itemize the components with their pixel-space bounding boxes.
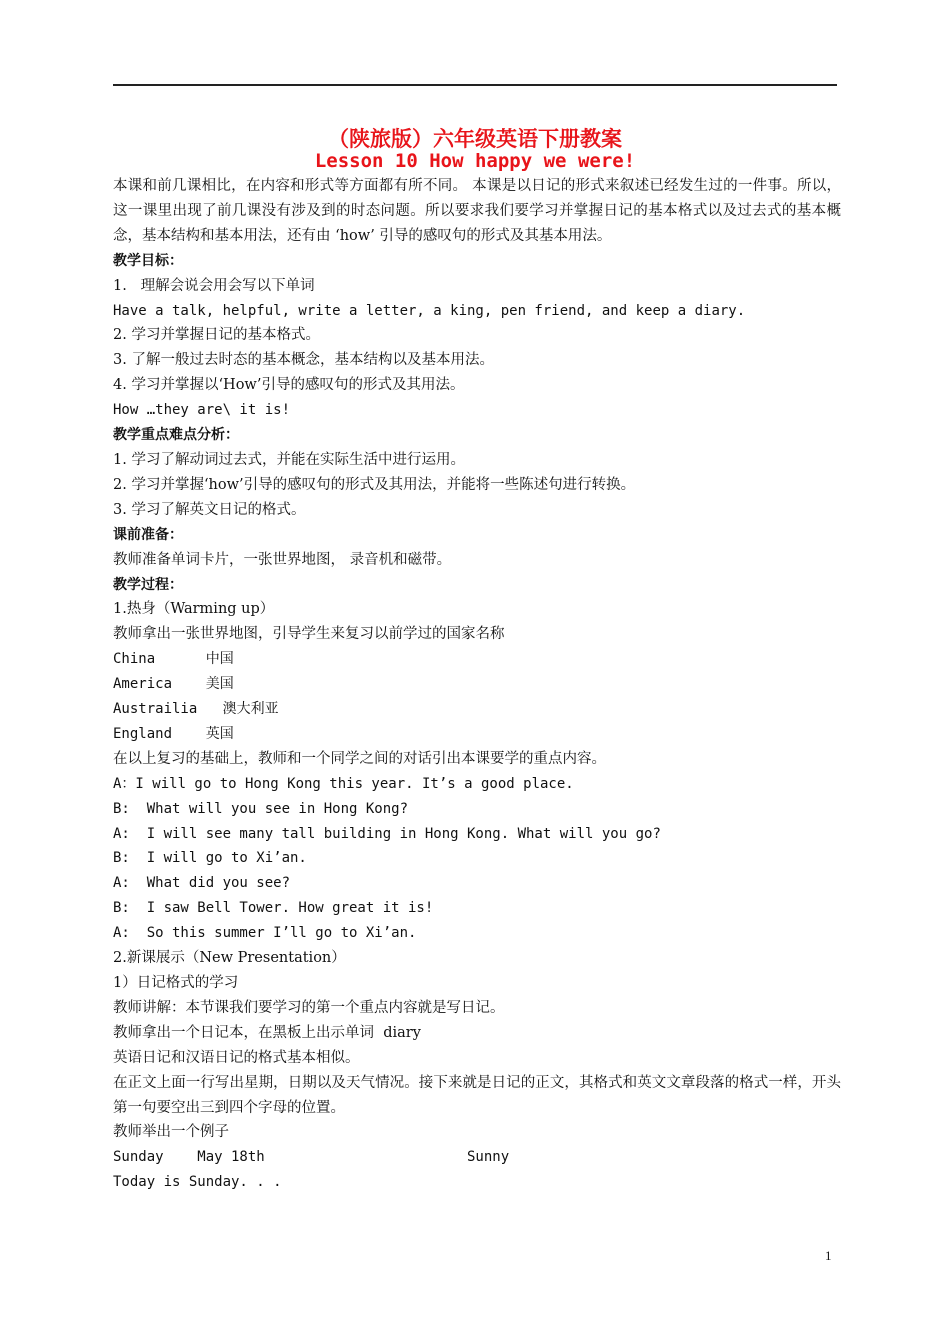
country-item: Austrailia 澳大利亚: [113, 701, 279, 718]
key-point-item: 3. 学习了解英文日记的格式。: [113, 501, 306, 518]
preparation-heading: 课前准备：: [113, 526, 183, 543]
dialogue-line: B: I saw Bell Tower. How great it is!: [113, 900, 434, 917]
preparation-text: 教师准备单词卡片，一张世界地图， 录音机和磁带。: [113, 551, 452, 568]
key-points-heading: 教学重点难点分析：: [113, 427, 239, 444]
objective-item: 4. 学习并掌握以‘How’引导的感叹句的形式及其用法。: [113, 377, 465, 394]
key-point-item: 1. 学习了解动词过去式，并能在实际生活中进行运用。: [113, 451, 465, 468]
dialogue-line: A: What did you see?: [113, 875, 291, 892]
dialogue-line: B: What will you see in Hong Kong?: [113, 800, 409, 817]
dialogue-line: A: I will see many tall building in Hong Kong. What will you go?: [113, 825, 661, 842]
dialogue-line: B: I will go to Xi’an.: [113, 850, 307, 867]
process-heading: 教学过程：: [113, 576, 183, 593]
step1-text: 教师拿出一张世界地图，引导学生来复习以前学过的国家名称: [113, 626, 505, 643]
step1-title: 1.热身（Warming up）: [113, 601, 275, 618]
example-diary-body: Today is Sunday. . .: [113, 1174, 282, 1191]
lesson-title: Lesson 10 How happy we were!: [314, 150, 636, 172]
example-intro: 教师举出一个例子: [113, 1124, 229, 1141]
explain-paragraph: 在正文上面一行写出星期，日期以及天气情况。接下来就是日记的正文，其格式和英文文章段落的格式一样，开头第一句要空出三到四个字母的位置。: [113, 1074, 841, 1116]
objective-item: 3. 了解一般过去时态的基本概念，基本结构以及基本用法。: [113, 352, 494, 369]
document-title: （陕旅版）六年级英语下册教案: [328, 127, 622, 151]
example-diary-header: Sunday May 18th Sunny: [113, 1149, 510, 1166]
key-point-item: 2. 学习并掌握‘how’引导的感叹句的形式及其用法，并能将一些陈述句进行转换。: [113, 476, 636, 493]
dialogue-intro: 在以上复习的基础上，教师和一个同学之间的对话引出本课要学的重点内容。: [113, 750, 606, 767]
objective-item: 1. 理解会说会用会写以下单词: [113, 277, 315, 294]
dialogue-line: A: So this summer I’ll go to Xi’an.: [113, 925, 417, 942]
country-item: America 美国: [113, 676, 234, 693]
sub1-title: 1）日记格式的学习: [113, 975, 239, 991]
step2-title: 2.新课展示（New Presentation）: [113, 950, 346, 967]
objective-item: 2. 学习并掌握日记的基本格式。: [113, 327, 320, 344]
intro-paragraph: 本课和前几课相比，在内容和形式等方面都有所不同。 本课是以日记的形式来叙述已经发生过的一件事。所以，这一课里出现了前几课没有涉及到的时态问题。所以要求我们要学习并掌握日记的基本格式以及过去式的基本概念，基本结构和基本用法，还有由 ‘how’ 引导的感叹句的形式及其基本用法。: [113, 178, 841, 244]
page-number: 1: [825, 1248, 832, 1263]
objectives-heading: 教学目标：: [113, 252, 183, 269]
header-rule: [113, 84, 837, 86]
document-body: [113, 174, 841, 1195]
dialogue-line: A：I will go to Hong Kong this year. It’s a good place.: [113, 775, 574, 792]
explain-line: 英语日记和汉语日记的格式基本相似。: [113, 1049, 360, 1066]
country-item: England 英国: [113, 725, 234, 742]
explain-line: 教师拿出一个日记本，在黑板上出示单词 diary: [113, 1024, 421, 1041]
objective-item: Have a talk, helpful, write a letter, a king, pen friend, and keep a diary.: [113, 302, 746, 319]
objective-item: How …they are\ it is!: [113, 402, 291, 419]
explain-line: 教师讲解：本节课我们要学习的第一个重点内容就是写日记。: [113, 999, 505, 1016]
country-item: China 中国: [113, 651, 234, 668]
